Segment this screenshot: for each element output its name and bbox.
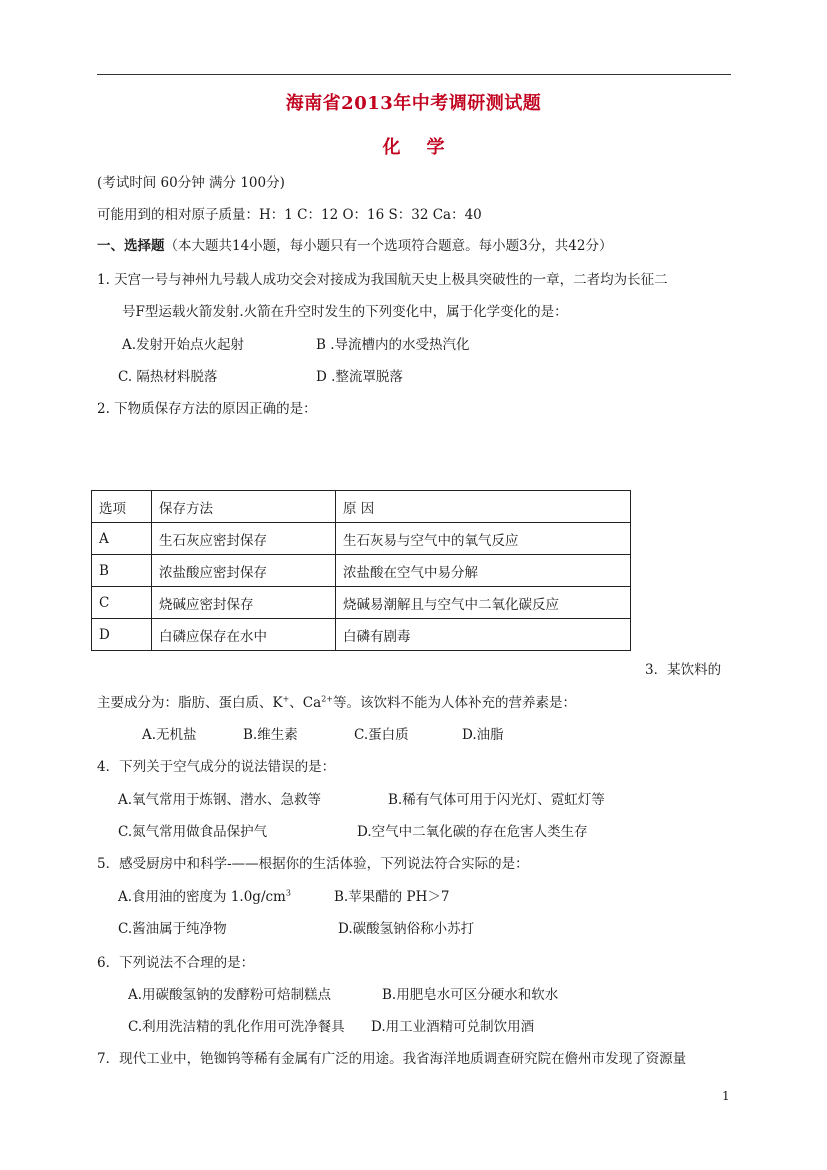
header-rule (97, 74, 731, 75)
table-row (92, 619, 631, 651)
q5-option-d: D.碳酸氢钠俗称小苏打 (338, 921, 475, 937)
exam-title: 海南省2013年中考调研测试题 (285, 93, 542, 114)
q2-table (91, 490, 631, 651)
q5-option-a (118, 887, 291, 907)
q3-option-a: A.无机盐 (142, 727, 197, 743)
q3-stem-post: 等。该饮料不能为人体补充的营养素是： (332, 695, 576, 711)
table-row (92, 555, 631, 587)
table-cell: 浓盐酸应密封保存 (152, 555, 336, 587)
table-cell: B (92, 555, 152, 587)
table-cell: 白磷有剧毒 (336, 619, 631, 651)
q4-option-d: D.空气中二氧化碳的存在危害人类生存 (357, 824, 588, 840)
table-cell: 白磷应保存在水中 (152, 619, 336, 651)
table-cell: 浓盐酸在空气中易分解 (336, 555, 631, 587)
q5-option-c: C.酱油属于纯净物 (118, 921, 227, 937)
table-cell: C (92, 587, 152, 619)
q1-stem-line2: 号F型运载火箭发射.火箭在升空时发生的下列变化中，属于化学变化的是： (122, 304, 568, 320)
k-charge: + (282, 694, 290, 704)
ca-charge: 2+ (321, 694, 333, 704)
q1-option-a: A.发射开始点火起射 (122, 337, 245, 353)
table-cell: 烧碱易潮解且与空气中二氧化碳反应 (336, 587, 631, 619)
table-header-cell: 保存方法 (152, 491, 336, 523)
section-heading-note: （本大题共14小题，每小题只有一个选项符合题意。每小题3分，共42分） (164, 238, 613, 254)
table-cell: 生石灰易与空气中的氧气反应 (336, 523, 631, 555)
table-cell: D (92, 619, 152, 651)
q4-option-b: B.稀有气体可用于闪光灯、霓虹灯等 (388, 792, 605, 808)
table-row (92, 523, 631, 555)
table-cell: 烧碱应密封保存 (152, 587, 336, 619)
exam-time-info: (考试时间 60分钟 满分 100分) (97, 175, 285, 191)
q3-option-d: D.油脂 (462, 727, 504, 743)
section-heading-title: 一、选择题 (97, 238, 165, 254)
q4-option-a: A.氧气常用于炼钢、潜水、急救等 (118, 792, 322, 808)
q6-stem: 6．下列说法不合理的是： (97, 955, 255, 971)
q3-stem-pre: 主要成分为：脂肪、蛋白质、K (97, 695, 283, 711)
q1-option-b: B .导流槽内的水受热汽化 (316, 337, 470, 353)
table-cell: A (92, 523, 152, 555)
cubic-exponent: 3 (285, 888, 291, 898)
q6-option-b: B.用肥皂水可区分硬水和软水 (382, 987, 559, 1003)
q3-stem-start: 3．某饮料的 (645, 662, 722, 678)
q6-option-c: C.利用洗洁精的乳化作用可洗净餐具 (128, 1019, 345, 1035)
q4-stem: 4．下列关于空气成分的说法错误的是： (97, 759, 336, 775)
q6-option-a: A.用碳酸氢钠的发酵粉可焙制糕点 (128, 987, 332, 1003)
q1-option-c: C. 隔热材料脱落 (118, 369, 218, 385)
q3-stem-mid: 、Ca (289, 695, 322, 711)
section-heading (97, 236, 612, 256)
q5-option-a-text: A.食用油的密度为 1.0g/cm (118, 889, 286, 905)
q1-stem-line1: 1. 天宫一号与神州九号载人成功交会对接成为我国航天史上极具突破性的一章，二者均为长征二 (97, 272, 668, 288)
table-header-cell: 原 因 (336, 491, 631, 523)
table-header-cell: 选项 (92, 491, 152, 523)
q2-stem: 2. 下物质保存方法的原因正确的是： (97, 401, 317, 417)
q7-stem: 7．现代工业中，铯铷钨等稀有金属有广泛的用途。我省海洋地质调查研究院在儋州市发现了资源量 (97, 1051, 687, 1067)
q5-stem: 5．感受厨房中和科学-——根据你的生活体验，下列说法符合实际的是： (97, 856, 529, 872)
table-header-row (92, 491, 631, 523)
q4-option-c: C.氮气常用做食品保护气 (118, 824, 268, 840)
q3-stem (97, 693, 576, 713)
q1-option-d: D .整流罩脱落 (316, 369, 403, 385)
q5-option-b: B.苹果醋的 PH＞7 (334, 889, 450, 905)
page-number: 1 (722, 1089, 730, 1103)
table-row (92, 587, 631, 619)
table-cell: 生石灰应密封保存 (152, 523, 336, 555)
atomic-mass-info: 可能用到的相对原子质量：H：1 C：12 O：16 S：32 Ca：40 (97, 207, 482, 223)
q3-option-c: C.蛋白质 (354, 727, 409, 743)
subject-title: 化学 (382, 137, 471, 158)
q6-option-d: D.用工业酒精可兑制饮用酒 (371, 1019, 535, 1035)
q3-option-b: B.维生素 (243, 727, 298, 743)
